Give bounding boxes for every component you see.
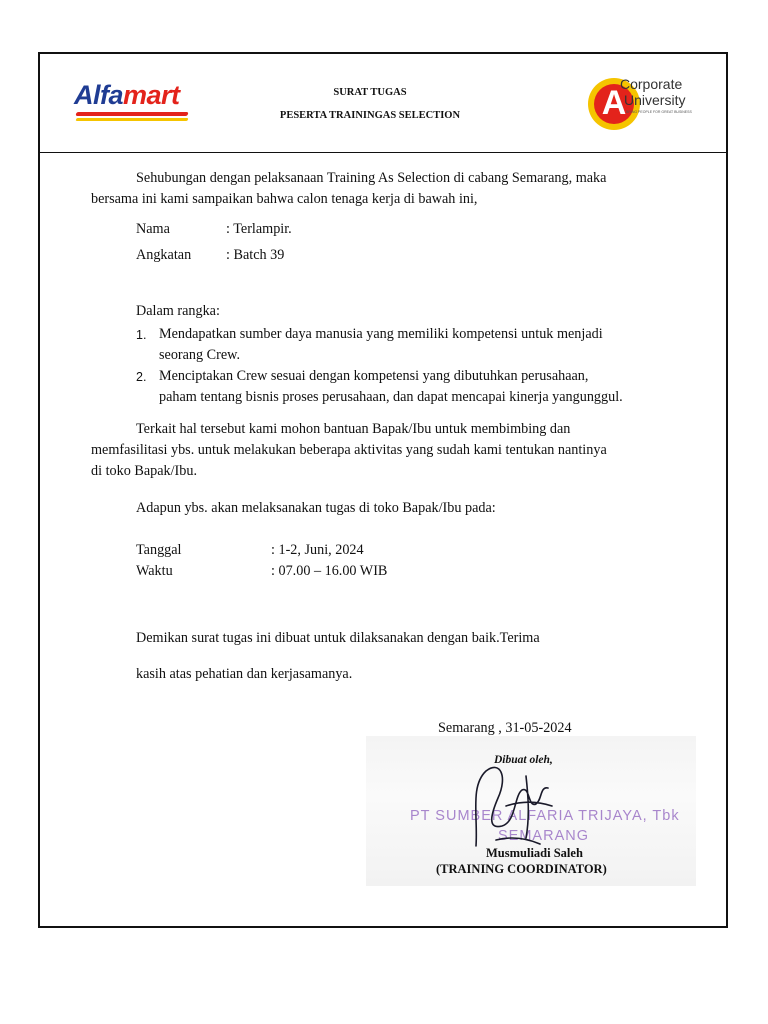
corporate-university-logo-letter: A [601, 84, 627, 122]
letter-header [40, 54, 726, 153]
intro-line1: Sehubungan dengan pelaksanaan Training As Selection di cabang Semarang, maka [136, 170, 607, 186]
rangka-heading: Dalam rangka: [136, 303, 220, 319]
handwritten-signature [456, 746, 566, 856]
signatory-role: (TRAINING COORDINATOR) [436, 862, 607, 876]
schedule-intro: Adapun ybs. akan melaksanakan tugas di toko Bapak/Ibu pada: [136, 500, 496, 516]
field-batch-value: : Batch 39 [226, 247, 285, 263]
intro-line2: bersama ini kami sampaikan bahwa calon tenaga kerja di bawah ini, [91, 191, 478, 207]
list-item-1-line2: seorang Crew. [159, 347, 241, 363]
letter-title-line2: PESERTA TRAININGAS SELECTION [279, 110, 461, 121]
closing-line2: kasih atas pehatian dan kerjasamanya. [136, 666, 353, 682]
signature-block [366, 736, 706, 896]
request-line1: Terkait hal tersebut kami mohon bantuan Bapak/Ibu untuk membimbing dan [136, 421, 571, 437]
corporate-university-logo-tagline: BRING PEOPLE FOR GREAT BUSINESS [626, 110, 692, 114]
place-date: Semarang , 31-05-2024 [438, 720, 572, 736]
field-name-value: : Terlampir. [226, 221, 292, 237]
schedule-time-value: : 07.00 – 16.00 WIB [271, 563, 388, 579]
letter-document [38, 52, 728, 928]
alfamart-logo-part2: mart [123, 80, 180, 110]
request-line2: memfasilitasi ybs. untuk melakukan beberapa aktivitas yang sudah kami tentukan nantinya [91, 442, 607, 458]
field-name-label: Nama [136, 221, 170, 237]
schedule-time-label: Waktu [136, 563, 173, 579]
made-by-label: Dibuat oleh, [494, 754, 553, 766]
company-stamp-line2: SEMARANG [498, 828, 589, 844]
list-item-2-number: 2. [136, 370, 147, 384]
alfamart-logo [74, 80, 192, 124]
alfamart-logo-part1: Alfa [74, 80, 124, 110]
schedule-date-label: Tanggal [136, 542, 182, 558]
corporate-university-logo-line1: Corporate [620, 76, 683, 92]
corporate-university-logo-line2: University [624, 92, 686, 108]
company-stamp-line1: PT SUMBER ALFARIA TRIJAYA, Tbk [410, 808, 680, 824]
list-item-2-line1: Menciptakan Crew sesuai dengan kompetensi yang dibutuhkan perusahaan, [159, 368, 589, 384]
schedule-date-value: : 1-2, Juni, 2024 [271, 542, 364, 558]
corporate-university-logo [586, 74, 706, 138]
letter-title-line1: SURAT TUGAS [333, 87, 407, 98]
alfamart-logo-yellow-swoosh [76, 118, 189, 121]
field-batch-label: Angkatan [136, 247, 192, 263]
list-item-1-line1: Mendapatkan sumber daya manusia yang memiliki kompetensi untuk menjadi [159, 326, 603, 342]
signatory-name: Musmuliadi Saleh [486, 846, 583, 860]
letter-title [240, 86, 500, 132]
request-line3: di toko Bapak/Ibu. [91, 463, 197, 479]
alfamart-logo-red-swoosh [75, 112, 188, 116]
closing-line1: Demikan surat tugas ini dibuat untuk dilaksanakan dengan baik.Terima [136, 630, 540, 646]
list-item-1-number: 1. [136, 328, 147, 342]
list-item-2-line2: paham tentang bisnis proses perusahaan, dan dapat mencapai kinerja yangunggul. [159, 389, 623, 405]
